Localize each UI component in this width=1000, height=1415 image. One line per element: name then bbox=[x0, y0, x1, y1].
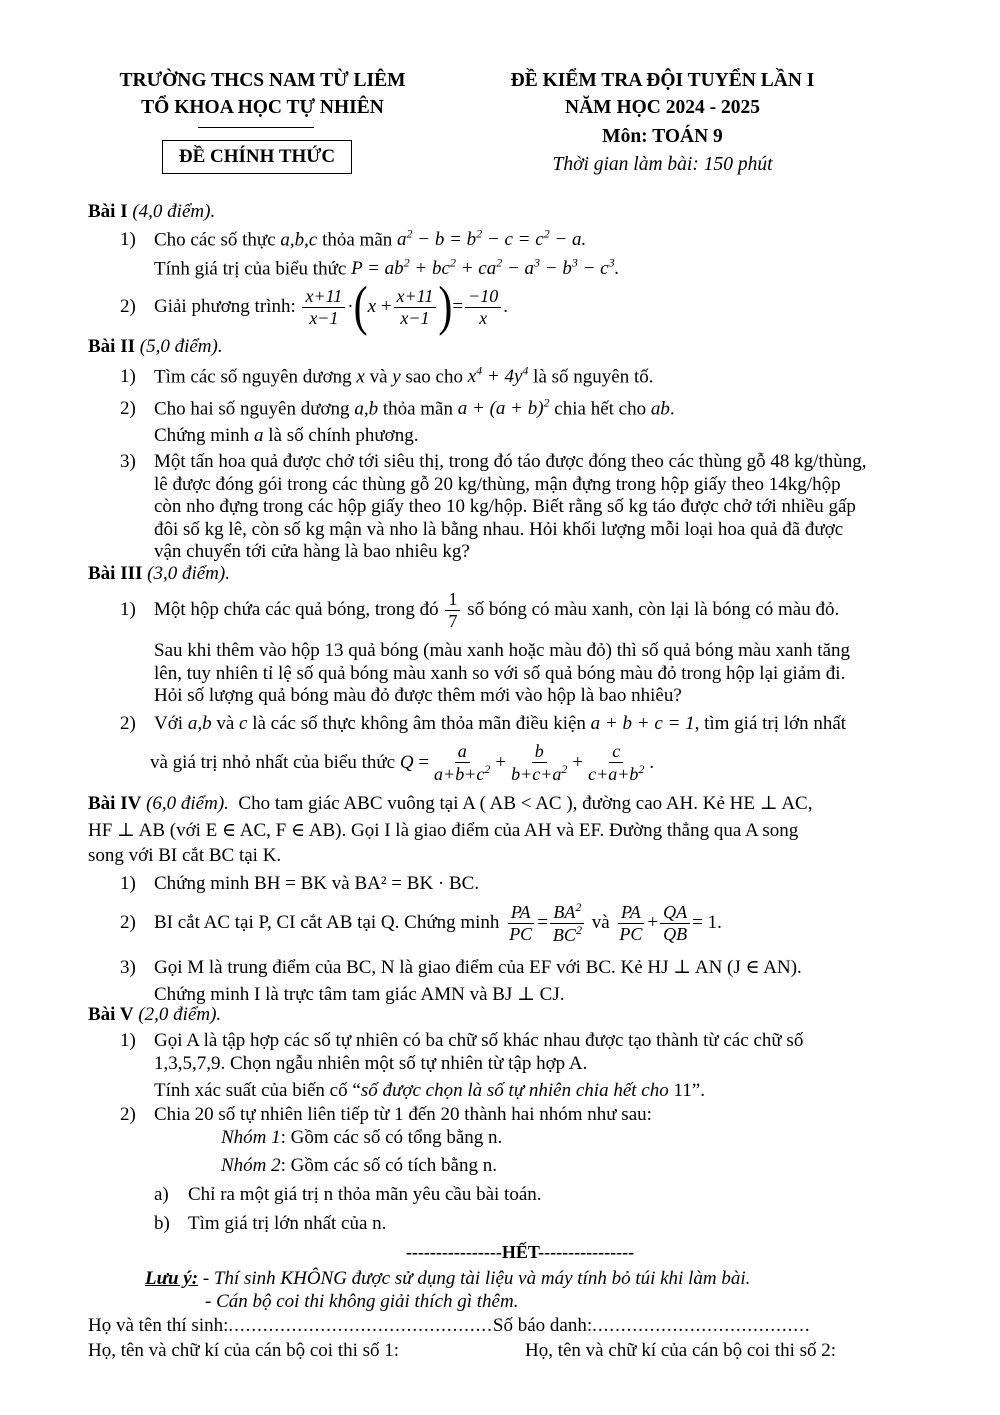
fraction: $\frac{BA^2}{BC^2}$ bbox=[550, 901, 585, 945]
school-year: NĂM HỌC 2024 - 2025 bbox=[565, 97, 760, 118]
exam-duration: Thời gian làm bài: 150 phút bbox=[552, 154, 773, 175]
bai5-group1 bbox=[221, 1127, 502, 1149]
candidate-name-field[interactable]: .............................................. bbox=[228, 1315, 493, 1336]
bai4-intro-l3: song với BI cắt BC tại K. bbox=[88, 845, 282, 866]
group2-text: : Gồm các số có tích bằng n. bbox=[280, 1155, 497, 1176]
candidate-info-line bbox=[88, 1315, 811, 1337]
bai4-q2-b: và bbox=[591, 912, 610, 933]
bai2-q2-c: chia hết cho bbox=[554, 398, 647, 420]
bai4-title: Bài IV bbox=[88, 793, 142, 814]
proctor1-label: Họ, tên và chữ kí của cán bộ coi thi số 1: bbox=[88, 1340, 400, 1361]
bai1-points: (4,0 điểm). bbox=[132, 201, 216, 222]
bai1-q1-line2-text: Tính giá trị của biểu thức bbox=[154, 258, 347, 280]
bai2-q2-line2a: Chứng minh bbox=[154, 425, 250, 446]
bai5-title: Bài V bbox=[88, 1004, 134, 1025]
bai1-q1-vars: a,b,c bbox=[280, 229, 318, 251]
candidate-id-field[interactable]: ...................................... bbox=[592, 1315, 811, 1336]
bai1-q2: 2) Giải phương trình: $\frac{x+11}{x-1}$ · ( x + $\frac{x+11}{x-1}$ ) = $\frac{-10}{x}$ . bbox=[120, 277, 508, 337]
bai1-q1: 1) Cho các số thực a,b,c thỏa mãn $a^2 - b = b^2 - c = c^2 - a$. bbox=[120, 227, 587, 251]
group1-text: : Gồm các số có tổng bằng n. bbox=[280, 1127, 503, 1148]
bai5-q1-l2: 1,3,5,7,9. Chọn ngẫu nhiên một số tự nhiên từ tập hợp A. bbox=[154, 1053, 588, 1074]
bai2-q1-c: sao cho bbox=[405, 366, 463, 388]
fraction: $\frac{x+11}{x-1}$ bbox=[394, 286, 437, 328]
bai3-q1-l3: lên, tuy nhiên tỉ lệ số quả bóng màu xanh so với số quả bóng màu đỏ trong hộp lại giảm đi. bbox=[154, 662, 846, 684]
fraction: $\frac{-10}{x}$ bbox=[465, 286, 501, 328]
bai3-heading bbox=[88, 563, 230, 585]
bai2-q3-l5: vận chuyển tới cửa hàng là bao nhiêu kg? bbox=[154, 541, 470, 562]
bai3-title: Bài III bbox=[88, 563, 143, 584]
bai4-q2: 2) BI cắt AC tại P, CI cắt AB tại Q. Chứng minh $\frac{PA}{PC}$ = $\frac{BA^2}{BC^2}$ và $\frac{PA}{PC}$ + $\frac{QA}{QB}$ = 1. bbox=[120, 899, 722, 945]
bai2-q3-l4: đôi số kg lê, còn số kg mận và nho là bằng nhau. Hỏi khối lượng mỗi loại hoa quả đã được bbox=[154, 518, 844, 540]
fraction: $\frac{b}{b+c+a^2}$ bbox=[511, 741, 568, 784]
bai5-q1-l3 bbox=[154, 1080, 705, 1102]
bai2-q3-num: 3) bbox=[120, 451, 136, 472]
note-label: Lưu ý: bbox=[145, 1268, 199, 1289]
bai3-q1-l4: Hỏi số lượng quả bóng màu đỏ được thêm mới vào hộp là bao nhiêu? bbox=[154, 685, 682, 706]
bai4-heading bbox=[88, 792, 812, 815]
part-a-text: Chỉ ra một giá trị n thỏa mãn yêu cầu bài toán. bbox=[188, 1184, 542, 1205]
bai5-q1: 1) Gọi A là tập hợp các số tự nhiên có ba chữ số khác nhau được tạo thành từ các chữ số bbox=[120, 1030, 804, 1051]
bai5-group2 bbox=[221, 1155, 497, 1177]
header-underline bbox=[198, 127, 314, 128]
candidate-name-label: Họ và tên thí sinh: bbox=[88, 1315, 229, 1336]
bai2-q3-l1: Một tấn hoa quả được chở tới siêu thị, trong đó táo được đóng theo các thùng gỗ 48 kg/thùng, bbox=[154, 451, 867, 472]
bai2-q3-l3: còn nho đựng trong các hộp giấy theo 10 kg/hộp. Biết rằng số kg táo được chở tới nhiều gấp bbox=[154, 496, 856, 517]
bai5-q1-l3c: 11”. bbox=[673, 1080, 705, 1101]
subject: Môn: TOÁN 9 bbox=[602, 126, 723, 147]
bai1-q1-text: Cho các số thực bbox=[154, 229, 276, 251]
bai2-q1: 1) Tìm các số nguyên dương x và y sao cho $x^4 + 4y^4$ là số nguyên tố. bbox=[120, 364, 654, 388]
part-b-label: b) bbox=[154, 1213, 170, 1234]
fraction: $\frac{PA}{PC}$ bbox=[509, 901, 533, 944]
bai4-points: (6,0 điểm). bbox=[146, 793, 229, 814]
bai3-q2-c: là các số thực không âm thỏa mãn điều kiện bbox=[252, 713, 586, 734]
bai5-q2-l1: Chia 20 số tự nhiên liên tiếp từ 1 đến 20 thành hai nhóm như sau: bbox=[154, 1104, 652, 1125]
bai2-q1-b: và bbox=[369, 366, 388, 388]
bai1-title: Bài I bbox=[88, 201, 128, 222]
bai2-q2-a: Cho hai số nguyên dương bbox=[154, 398, 350, 420]
bai3-q1-l2: Sau khi thêm vào hộp 13 quả bóng (màu xanh hoặc màu đỏ) thì số quả bóng màu xanh tăng bbox=[154, 640, 851, 661]
fraction: $\frac{x+11}{x-1}$ bbox=[302, 286, 345, 328]
candidate-id-label: Số báo danh: bbox=[492, 1315, 593, 1336]
end-marker: ----------------HẾT---------------- bbox=[405, 1242, 635, 1262]
bai3-q2: 2) Với a,b và c là các số thực không âm thỏa mãn điều kiện a + b + c = 1, tìm giá trị lớn nhất bbox=[120, 713, 847, 734]
bai5-heading bbox=[88, 1004, 221, 1026]
bai1-q1-line2 bbox=[154, 256, 619, 280]
bai4-intro-l2: HF ⊥ AB (với E ∈ AC, F ∈ AB). Gọi I là giao điểm của AH và EF. Đường thẳng qua A song bbox=[88, 820, 799, 841]
bai3-q2-a: Với bbox=[154, 713, 184, 734]
bai2-heading bbox=[88, 336, 223, 358]
exam-title: ĐỀ KIỂM TRA ĐỘI TUYỂN LẦN I bbox=[510, 70, 815, 91]
bai2-title: Bài II bbox=[88, 336, 135, 357]
official-stamp-box bbox=[162, 140, 352, 174]
department-name: TỔ KHOA HỌC TỰ NHIÊN bbox=[141, 97, 384, 118]
note-line2: - Cán bộ coi thi không giải thích gì thêm. bbox=[205, 1291, 519, 1312]
fraction: $\frac{QA}{QB}$ bbox=[660, 902, 690, 944]
group2-label: Nhóm 2 bbox=[221, 1155, 281, 1176]
bai1-q1-mid: thỏa mãn bbox=[322, 229, 393, 251]
bai4-q3: 3) Gọi M là trung điểm của BC, N là giao điểm của EF với BC. Kẻ HJ ⊥ AN (J ∈ AN). bbox=[120, 957, 802, 978]
bai2-q3-l2: lê được đóng gói trong các thùng gỗ 20 kg/thùng, mận đựng trong hộp giấy theo 14kg/hộp bbox=[154, 473, 841, 495]
bai1-expression-p: $P = ab^2 + bc^2 + ca^2 - a^3 - b^3 - c^3$. bbox=[351, 256, 620, 280]
bai5-part-a bbox=[154, 1184, 542, 1206]
bai4-q2-a: BI cắt AC tại P, CI cắt AB tại Q. Chứng minh bbox=[154, 912, 500, 933]
bai1-heading bbox=[88, 201, 215, 223]
bai1-q2-text: Giải phương trình: bbox=[154, 296, 296, 317]
bai5-part-b bbox=[154, 1213, 386, 1235]
bai4-q1: 1) Chứng minh BH = BK và BA² = BK · BC. bbox=[120, 873, 480, 894]
bai3-q2-b: và bbox=[216, 713, 235, 734]
bai4-intro-l1: Cho tam giác ABC vuông tại A ( AB < AC ), đường cao AH. Kẻ HE ⊥ AC, bbox=[238, 793, 813, 814]
bai5-q1-l1: Gọi A là tập hợp các số tự nhiên có ba chữ số khác nhau được tạo thành từ các chữ số bbox=[154, 1030, 804, 1051]
school-name: TRƯỜNG THCS NAM TỪ LIÊM bbox=[119, 70, 406, 91]
bai2-q3-text bbox=[154, 451, 924, 564]
bai5-q2: 2) Chia 20 số tự nhiên liên tiếp từ 1 đến 20 thành hai nhóm như sau: bbox=[120, 1104, 652, 1125]
bai3-q2-line2: và giá trị nhỏ nhất của biểu thức Q = $\frac{a}{a+b+c^2}$ + $\frac{b}{b+c+a^2}$ + $\frac{c}{c+a+b^2}$ . bbox=[150, 741, 655, 784]
bai3-q2-l2: và giá trị nhỏ nhất của biểu thức bbox=[150, 752, 396, 773]
group1-label: Nhóm 1 bbox=[221, 1127, 281, 1148]
fraction: $\frac{1}{7}$ bbox=[445, 589, 460, 631]
bai3-points: (3,0 điểm). bbox=[147, 563, 230, 584]
bai3-q1-b: số bóng có màu xanh, còn lại là bóng có màu đỏ. bbox=[467, 599, 840, 620]
bai5-points: (2,0 điểm). bbox=[138, 1004, 222, 1025]
bai3-q1: 1) Một hộp chứa các quả bóng, trong đó $\frac{1}{7}$ số bóng có màu xanh, còn lại là bóng có màu đỏ. bbox=[120, 588, 840, 631]
bai2-q1-a: Tìm các số nguyên dương bbox=[154, 366, 352, 388]
bai4-q3-l1: Gọi M là trung điểm của BC, N là giao điểm của EF với BC. Kẻ HJ ⊥ AN (J ∈ AN). bbox=[154, 957, 802, 978]
fraction: $\frac{a}{a+b+c^2}$ bbox=[434, 741, 491, 784]
bai5-q1-l3b: số được chọn là số tự nhiên chia hết cho bbox=[360, 1080, 669, 1101]
bai2-points: (5,0 điểm). bbox=[139, 336, 223, 357]
bai2-q1-d: là số nguyên tố. bbox=[533, 366, 654, 388]
bai5-q1-l3a: Tính xác suất của biến cố “ bbox=[154, 1080, 361, 1101]
note-line1 bbox=[145, 1268, 750, 1290]
bai2-q2: 2) Cho hai số nguyên dương a,b thỏa mãn $a + (a + b)^2$ chia hết cho ab. bbox=[120, 396, 675, 420]
bai3-q1-text bbox=[154, 640, 924, 708]
fraction: $\frac{PA}{PC}$ bbox=[619, 901, 643, 944]
bai2-q2-line2b: là số chính phương. bbox=[268, 425, 419, 446]
bai4-q1-text: Chứng minh BH = BK và BA² = BK · BC. bbox=[154, 873, 480, 894]
note1-text: - Thí sinh KHÔNG được sử dụng tài liệu và máy tính bỏ túi khi làm bài. bbox=[202, 1268, 751, 1289]
bai3-q2-d: tìm giá trị lớn nhất bbox=[704, 713, 847, 734]
bai4-q3-l2: Chứng minh I là trực tâm tam giác AMN và BJ ⊥ CJ. bbox=[154, 984, 565, 1005]
part-b-text: Tìm giá trị lớn nhất của n. bbox=[188, 1213, 387, 1234]
proctor2-label: Họ, tên và chữ kí của cán bộ coi thi số 2: bbox=[525, 1340, 837, 1361]
part-a-label: a) bbox=[154, 1184, 169, 1205]
official-label: ĐỀ CHÍNH THỨC bbox=[178, 146, 336, 167]
bai1-q1-formula: $a^2 - b = b^2 - c = c^2 - a$. bbox=[397, 227, 587, 251]
bai2-q2-line2: Chứng minh a là số chính phương. bbox=[154, 425, 419, 446]
bai3-q1-a: Một hộp chứa các quả bóng, trong đó bbox=[154, 599, 439, 620]
fraction: $\frac{c}{c+a+b^2}$ bbox=[588, 741, 645, 784]
bai2-q2-b: thỏa mãn bbox=[382, 398, 453, 420]
